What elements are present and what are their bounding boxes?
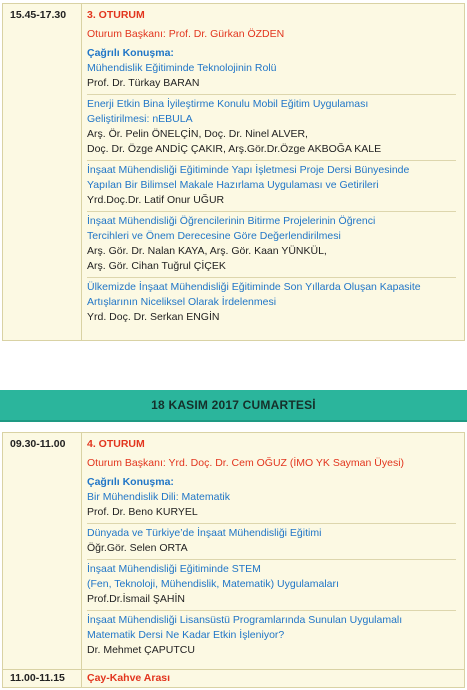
talk-item xyxy=(87,94,456,160)
talk-title-line: Tercihleri ve Önem Derecesine Göre Değerlendirilmesi xyxy=(87,230,341,242)
talk-speaker-line: Arş. Gör. Cihan Tuğrul ÇİÇEK xyxy=(87,260,226,272)
break-time: 11.00-11.15 xyxy=(3,670,82,687)
session-3-chair: Oturum Başkanı: Prof. Dr. Gürkan ÖZDEN xyxy=(87,28,285,40)
talk-speaker-line: Öğr.Gör. Selen ORTA xyxy=(87,542,188,554)
session-4-block xyxy=(2,432,465,688)
talk-speaker-line: Doç. Dr. Özge ANDİÇ ÇAKIR, Arş.Gör.Dr.Özge AKBOĞA KALE xyxy=(87,143,382,155)
session-3-title: 3. OTURUM xyxy=(87,9,145,21)
talk-title-line: Ülkemizde İnşaat Mühendisliği Eğitiminde Son Yıllarda Oluşan Kapasite xyxy=(87,281,421,293)
session-4-title: 4. OTURUM xyxy=(87,438,145,450)
talk-speaker-line: Yrd. Doç. Dr. Serkan ENGİN xyxy=(87,311,220,323)
session-4-chair: Oturum Başkanı: Yrd. Doç. Dr. Cem OĞUZ (İMO YK Sayman Üyesi) xyxy=(87,457,405,469)
talk-speaker-line: Prof. Dr. Beno KURYEL xyxy=(87,506,198,518)
talk-title-line: İnşaat Mühendisliği Eğitiminde Yapı İşletmesi Proje Dersi Bünyesinde xyxy=(87,164,410,176)
talk-title-line: İnşaat Mühendisliği Eğitiminde STEM xyxy=(87,563,261,575)
talk-title-line: Artışlarının Niceliksel Olarak İrdelenmesi xyxy=(87,296,277,308)
talk-speaker-line: Arş. Gör. Dr. Nalan KAYA, Arş. Gör. Kaan YÜNKÜL, xyxy=(87,245,327,257)
session-3-talks xyxy=(87,61,456,328)
talk-title-line: Mühendislik Eğitiminde Teknolojinin Rolü xyxy=(87,62,277,74)
talk-title-line: Dünyada ve Türkiye’de İnşaat Mühendisliği Eğitimi xyxy=(87,527,322,539)
talk-speaker-line: Prof.Dr.İsmail ŞAHİN xyxy=(87,593,186,605)
talk-title-line: (Fen, Teknoloji, Mühendislik, Matematik) Uygulamaları xyxy=(87,578,339,590)
session-3-content xyxy=(82,4,464,340)
talk-item xyxy=(87,277,456,328)
talk-title-line: İnşaat Mühendisliği Lisansüstü Programlarında Sunulan Uygulamalı xyxy=(87,614,403,626)
session-4-talks xyxy=(87,490,456,661)
talk-title-line: İnşaat Mühendisliği Öğrencilerinin Bitirme Projelerinin Öğrenci xyxy=(87,215,376,227)
session-4-invited-label: Çağrılı Konuşma: xyxy=(87,476,174,488)
talk-title-line: Yapılan Bir Bilimsel Makale Hazırlama Uygulaması ve Getirileri xyxy=(87,179,379,191)
talk-item xyxy=(87,61,456,94)
session-4-time: 09.30-11.00 xyxy=(3,433,82,669)
break-label: Çay-Kahve Arası xyxy=(87,672,171,684)
break-row xyxy=(3,669,464,687)
session-3-block xyxy=(2,3,465,341)
talk-item xyxy=(87,211,456,277)
talk-title-line: Enerji Etkin Bina İyileştirme Konulu Mobil Eğitim Uygulaması xyxy=(87,98,369,110)
talk-item xyxy=(87,160,456,211)
talk-item xyxy=(87,490,456,523)
talk-item xyxy=(87,559,456,610)
talk-item xyxy=(87,610,456,661)
session-4-content xyxy=(82,433,464,669)
talk-speaker-line: Prof. Dr. Türkay BARAN xyxy=(87,77,200,89)
day-banner xyxy=(0,390,467,422)
talk-speaker-line: Yrd.Doç.Dr. Latif Onur UĞUR xyxy=(87,194,225,206)
talk-speaker-line: Dr. Mehmet ÇAPUTCU xyxy=(87,644,195,656)
talk-speaker-line: Arş. Ör. Pelin ÖNELÇİN, Doç. Dr. Ninel ALVER, xyxy=(87,128,308,140)
talk-title-line: Matematik Dersi Ne Kadar Etkin İşleniyor? xyxy=(87,629,285,641)
session-3-invited-label: Çağrılı Konuşma: xyxy=(87,47,174,59)
session-3-time: 15.45-17.30 xyxy=(3,4,82,340)
day-banner-label: 18 KASIM 2017 CUMARTESİ xyxy=(151,397,316,412)
talk-item xyxy=(87,523,456,559)
talk-title-line: Bir Mühendislik Dili: Matematik xyxy=(87,491,230,503)
talk-title-line: Geliştirilmesi: nEBULA xyxy=(87,113,193,125)
